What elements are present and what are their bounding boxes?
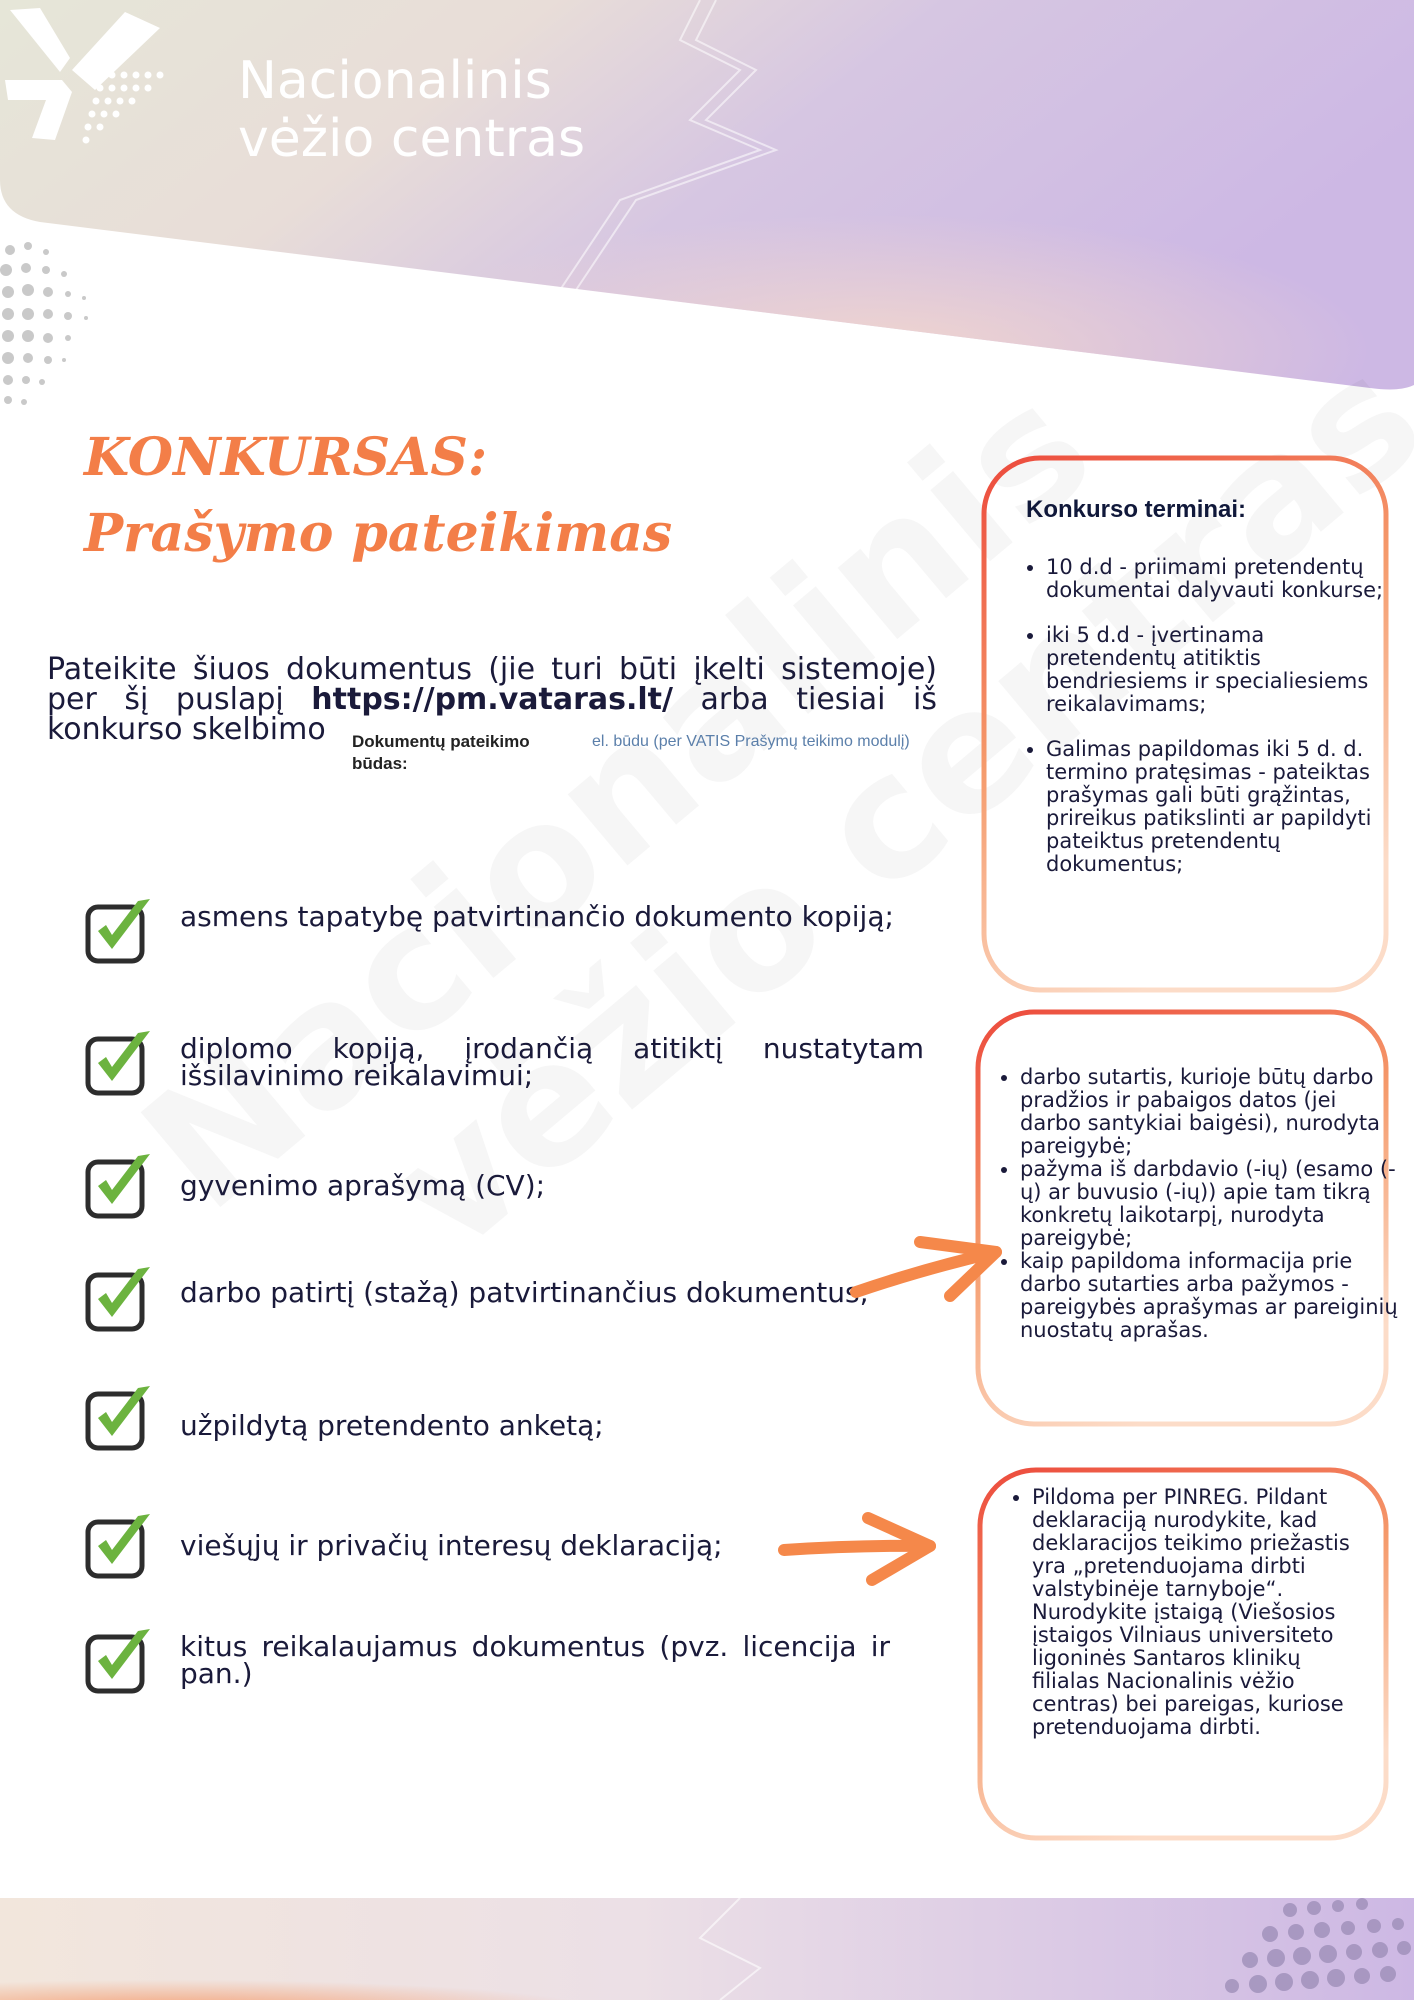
checklist-item-text: gyvenimo aprašymą (CV); [180,1169,546,1202]
list-item: • kaip papildoma informacija prie darbo sutarties arba pažymos - pareigybės aprašymas ar pareiginių nuostatų aprašas. [1020,1250,1400,1342]
page-title-line1: KONKURSAS: [84,427,488,488]
declaration-panel [978,1468,1388,1840]
submission-method-value: el. būdu (per VATIS Prašymų teikimo modulį) [592,733,910,750]
checklist-item-text: viešųjų ir privačių interesų deklaraciją; [180,1529,723,1562]
organization-name-line2: vėžio centras [238,109,586,169]
intro-text: Pateikite šiuos dokumentus (jie turi būti įkelti sistemoje) per šį puslapį [47,652,937,717]
terms-list [1024,556,1386,898]
terms-panel [982,456,1388,992]
list-item: • pažyma iš darbdavio (-ių) (esamo (-ų) ar buvusio (-ių)) apie tam tikrą konkretų laikotarpį, nurodyta pareigybė; [1020,1158,1400,1250]
experience-documents-list [998,1066,1400,1342]
list-item: • darbo sutartis, kurioje būtų darbo pradžios ir pabaigos datos (jei darbo santykiai baigėsi), nurodyta pareigybė; [1020,1066,1400,1158]
page-title-line2: Prašymo pateikimas [84,503,673,564]
arrow-icon [784,1242,996,1580]
checklist-item-text: užpildytą pretendento anketą; [180,1409,604,1442]
organization-name-line1: Nacionalinis [238,51,552,111]
list-item: • 10 d.d - priimami pretendentų dokumentai dalyvauti konkurse; [1046,556,1386,602]
submission-method-label: Dokumentų pateikimo būdas: [352,732,530,773]
terms-heading: Konkurso terminai: [1026,496,1247,523]
list-item: • iki 5 d.d - įvertinama pretendentų atitiktis bendriesiems ir specialiesiems reikalavimams; [1046,624,1386,716]
checklist-item-text: asmens tapatybę patvirtinančio dokumento kopiją; [180,900,894,933]
checklist-item-text: diplomo kopiją, įrodančią atitiktį nustatytam išsilavinimo reikalavimui; [180,1032,924,1092]
experience-documents-panel [976,1010,1398,1426]
list-item: • Galimas papildomas iki 5 d. d. termino pratęsimas - pateiktas prašymas gali būti grąžintas, prireikus patikslinti ar papildyti pateiktus pretendentų dokumentus; [1046,738,1386,876]
checklist-item-text: darbo patirtį (stažą) patvirtinančius dokumentus; [180,1276,870,1309]
list-item: • Pildoma per PINREG. Pildant deklaraciją nurodykite, kad deklaracijos teikimo priežastis yra „pretenduojama dirbti valstybinėje tarnyboje“. Nurodykite įstaigą (Viešosios įstaigos Vilniaus universiteto ligoninės Santaros klinikų filialas Nacionalinis vėžio centras) bei pareigas, kuriose pretenduojama dirbti. [1032,1486,1372,1739]
declaration-list [1010,1486,1372,1739]
submission-link[interactable]: https://pm.vataras.lt/ [311,682,673,717]
checklist-item-text: kitus reikalaujamus dokumentus (pvz. licencija ir pan.) [180,1630,890,1690]
footer-band [0,1898,1414,2000]
intro-text-end: arba tiesiai iš konkurso skelbimo [47,682,937,747]
